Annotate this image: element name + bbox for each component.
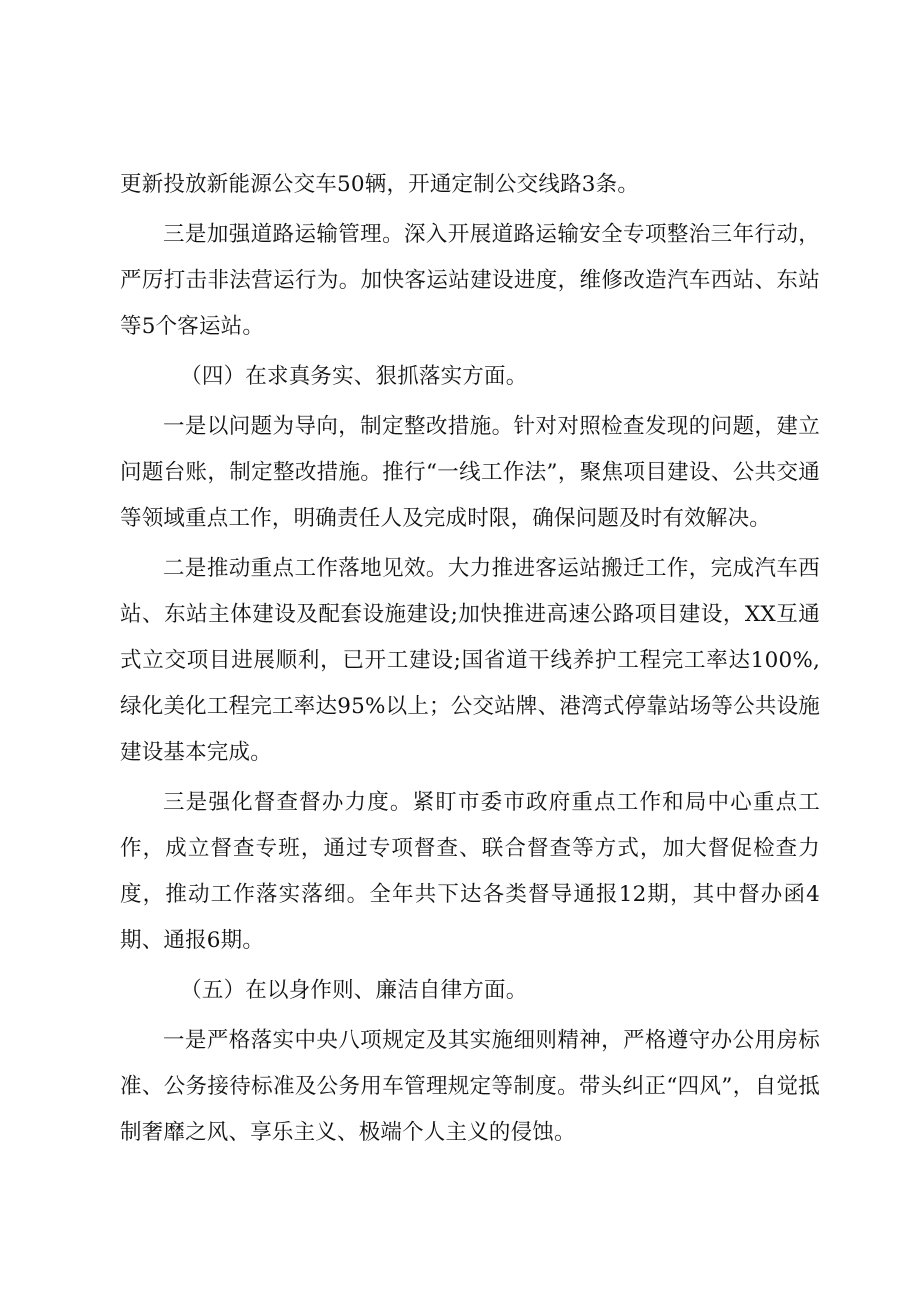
paragraph-rectification: 一是以问题为导向，制定整改措施。针对对照检查发现的问题，建立问题台账，制定整改措施。推行“一线工作法”，聚焦项目建设、公共交通等领域重点工作，明确责任人及完成时限，确保问题及时有效解决。 xyxy=(120,414,820,531)
section-heading-4: （四）在求真务实、狠抓落实方面。 xyxy=(180,364,528,389)
document-body xyxy=(120,162,820,1160)
paragraph-supervision: 三是强化督查督办力度。紧盯市委市政府重点工作和局中心重点工作，成立督查专班，通过专项督查、联合督查等方式，加大督促检查力度，推动工作落实落细。全年共下达各类督导通报12期，其中督办函4期、通报6期。 xyxy=(120,790,820,953)
paragraph-eight-rules: 一是严格落实中央八项规定及其实施细则精神，严格遵守办公用房标准、公务接待标准及公务用车管理规定等制度。带头纠正“四风”，自觉抵制奢靡之风、享乐主义、极端个人主义的侵蚀。 xyxy=(120,1028,820,1145)
paragraph-key-work: 二是推动重点工作落地见效。大力推进客运站搬迁工作，完成汽车西站、东站主体建设及配套设施建设;加快推进高速公路项目建设，XX互通式立交项目进展顺利，已开工建设;国省道干线养护工程完工率达100%,绿化美化工程完工率达95%以上；公交站牌、港湾式停靠站场等公共设施建设基本完成。 xyxy=(120,556,820,765)
paragraph-road-transport: 三是加强道路运输管理。深入开展道路运输安全专项整治三年行动，严厉打击非法营运行为。加快客运站建设进度，维修改造汽车西站、东站等5个客运站。 xyxy=(120,222,820,339)
paragraph-continuation: 更新投放新能源公交车50辆，开通定制公交线路3条。 xyxy=(120,172,640,197)
section-heading-5: （五）在以身作则、廉洁自律方面。 xyxy=(180,978,528,1003)
